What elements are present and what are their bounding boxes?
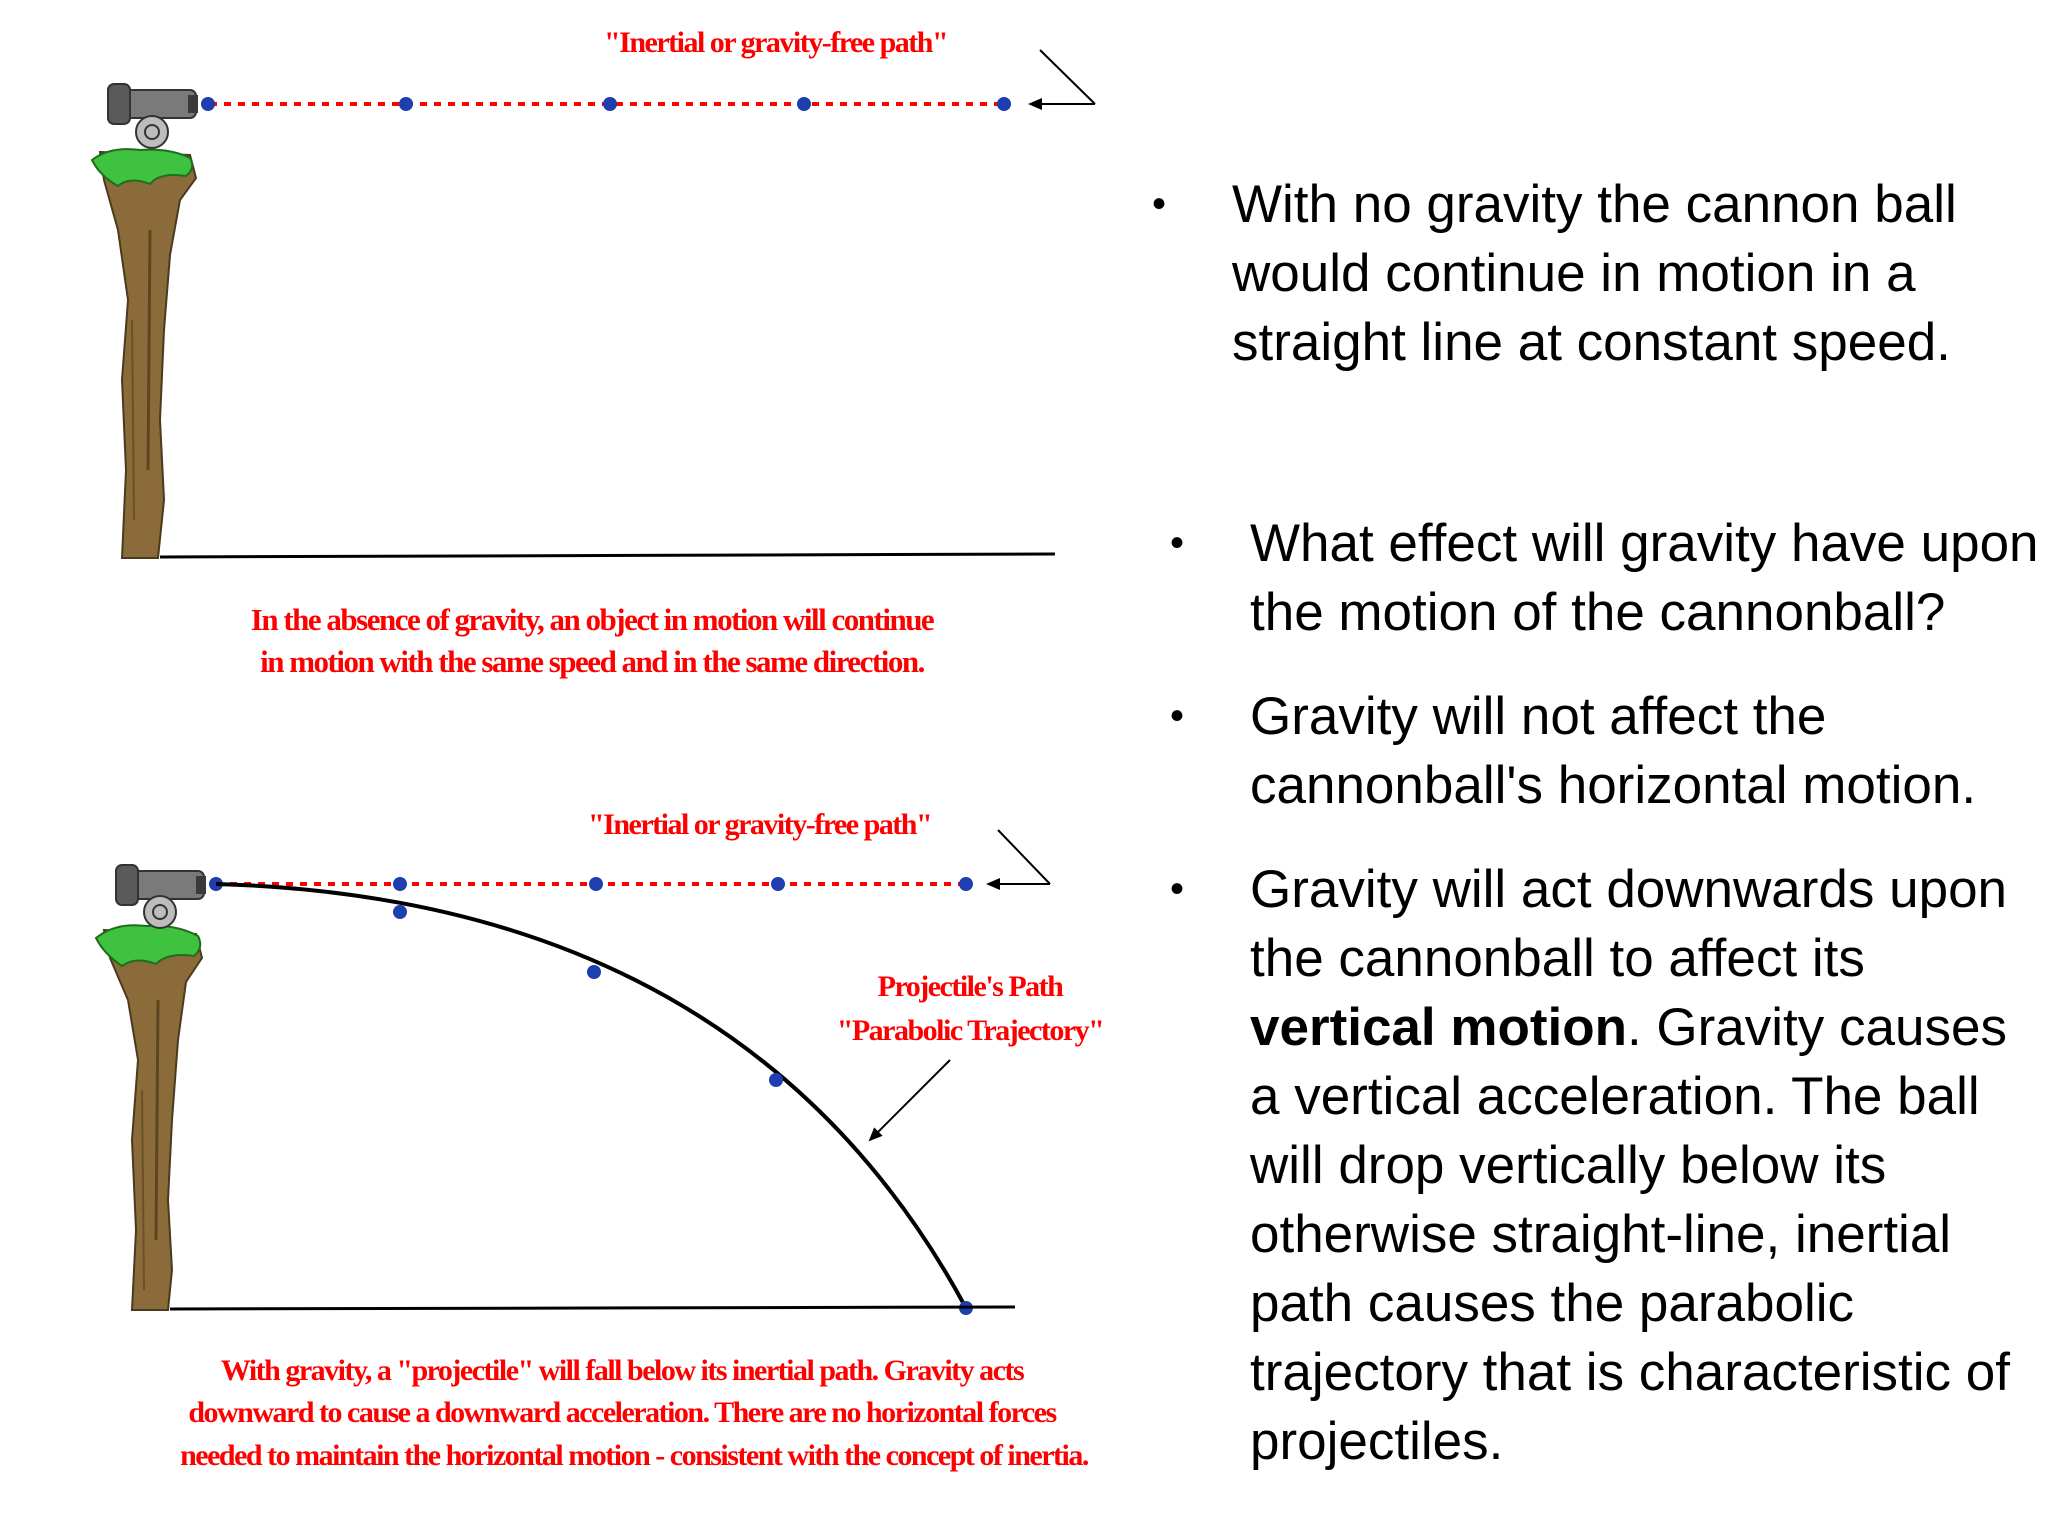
bullet-item [1152, 170, 2032, 377]
bullet-item [1170, 855, 2048, 1476]
bullet-dot: • [1170, 694, 1185, 738]
cannonball-icon [771, 877, 785, 891]
cannonball-icon [393, 877, 407, 891]
cannonball-icon [393, 905, 407, 919]
bullet-text-after: . Gravity causes a vertical acceleration. The ball will drop vertically below its otherwise straight-line, inertial path causes the parabolic trajectory that is characteristic of projectiles. [1250, 998, 2010, 1471]
top-path-label: "Inertial or gravity-free path" [604, 26, 948, 59]
top-caption-line-1: In the absence of gravity, an object in motion will continue [250, 602, 934, 637]
ground-line [170, 1307, 1015, 1309]
cannonball-icon [587, 965, 601, 979]
trajectory-label-line-1: Projectile's Path [877, 970, 1063, 1003]
diagram-bottom [96, 808, 1103, 1472]
bullet-text: Gravity will not affect the cannonball's horizontal motion. [1250, 687, 1977, 815]
bullet-text: What effect will gravity have upon the motion of the cannonball? [1250, 514, 2039, 642]
ground-line [160, 554, 1055, 557]
cannonball-icon [797, 97, 811, 111]
cannonball-icon [603, 97, 617, 111]
arrow-icon [870, 1060, 950, 1140]
parabolic-trajectory [216, 884, 966, 1308]
bullet-list-top [1152, 170, 2032, 377]
bullet-text [1250, 860, 2010, 1471]
bullet-list-bottom [1170, 509, 2048, 1476]
cannon-icon [116, 865, 206, 928]
bullet-text-bold: vertical motion [1250, 998, 1627, 1057]
trajectory-label-line-2: "Parabolic Trajectory" [836, 1014, 1104, 1047]
cannonball-icon [201, 97, 215, 111]
bullet-item [1170, 682, 2048, 820]
cannon-icon [108, 84, 198, 148]
bullet-dot: • [1152, 182, 1167, 226]
bottom-path-label: "Inertial or gravity-free path" [588, 808, 932, 841]
diagram-top [92, 26, 1095, 679]
arrow-icon [988, 830, 1050, 884]
bullet-text: With no gravity the cannon ball would continue in motion in a straight line at constant speed. [1232, 175, 1957, 372]
arrow-icon [1030, 50, 1095, 104]
cliff-icon [92, 149, 196, 558]
cannonball-icon [959, 877, 973, 891]
bullet-dot: • [1170, 867, 1185, 911]
bullet-item [1170, 509, 2048, 647]
bullet-text-before: Gravity will act downwards upon the cannonball to affect its [1250, 860, 2008, 988]
bullet-dot: • [1170, 521, 1185, 565]
cliff-icon [96, 925, 202, 1310]
top-caption-line-2: in motion with the same speed and in the same direction. [260, 644, 924, 679]
cannonball-icon [769, 1073, 783, 1087]
bottom-caption-line-1: With gravity, a "projectile" will fall below its inertial path. Gravity acts [220, 1354, 1024, 1387]
cannonball-icon [399, 97, 413, 111]
bottom-caption-line-3: needed to maintain the horizontal motion - consistent with the concept of inertia. [180, 1439, 1088, 1472]
bottom-caption-line-2: downward to cause a downward acceleration. There are no horizontal forces [188, 1396, 1056, 1429]
cannonball-icon [589, 877, 603, 891]
cannonball-icon [997, 97, 1011, 111]
